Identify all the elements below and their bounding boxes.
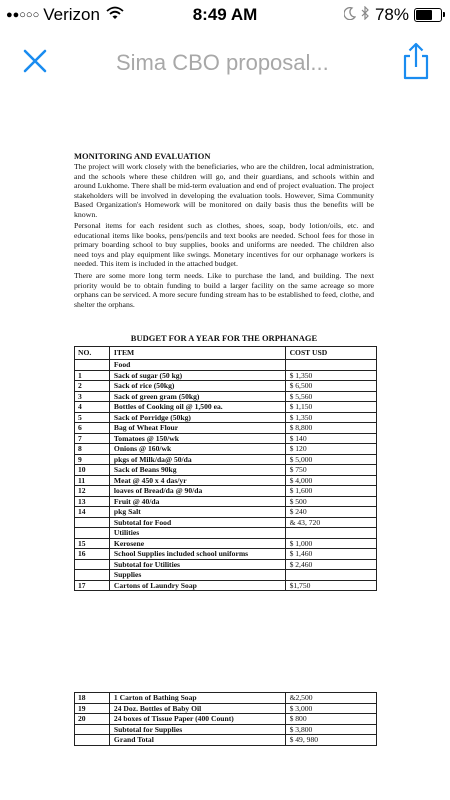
row-item: Sack of Beans 90kg: [109, 465, 285, 476]
row-no: [75, 360, 110, 371]
row-item: Subtotal for Supplies: [109, 724, 285, 735]
row-no: 16: [75, 549, 110, 560]
row-item: Sack of green gram (50kg): [109, 391, 285, 402]
row-no: 9: [75, 454, 110, 465]
table-row: [75, 528, 377, 539]
budget-table-part1: [74, 346, 377, 591]
row-cost: $ 750: [285, 465, 376, 476]
budget-title: BUDGET FOR A YEAR FOR THE ORPHANAGE: [130, 333, 318, 343]
share-button[interactable]: [400, 42, 432, 80]
row-cost: $ 8,800: [285, 423, 376, 434]
table-row: [75, 433, 377, 444]
row-cost: [285, 570, 376, 581]
table-row: [75, 580, 377, 591]
row-cost: $ 1,000: [285, 538, 376, 549]
table-row: [75, 486, 377, 497]
row-item: pkg Salt: [109, 507, 285, 518]
row-item: Tomatoes @ 150/wk: [109, 433, 285, 444]
row-item: Subtotal for Food: [109, 517, 285, 528]
row-cost: & 43, 720: [285, 517, 376, 528]
row-cost: $ 800: [285, 714, 376, 725]
document-title: Sima CBO proposal...: [116, 50, 329, 75]
row-item: Bottles of Cooking oil @ 1,500 ea.: [109, 402, 285, 413]
row-item: Sack of rice (50kg): [109, 381, 285, 392]
signal-strength-icon: ●●○○○: [6, 9, 40, 21]
table-row: [75, 735, 377, 746]
row-cost: $ 1,350: [285, 370, 376, 381]
row-cost: $ 140: [285, 433, 376, 444]
row-cost: $ 120: [285, 444, 376, 455]
row-cost: $ 500: [285, 496, 376, 507]
row-item: Onions @ 160/wk: [109, 444, 285, 455]
close-button[interactable]: [18, 44, 52, 78]
header-no: NO.: [75, 347, 110, 360]
row-cost: $ 2,460: [285, 559, 376, 570]
row-item: pkgs of Milk/da@ 50/da: [109, 454, 285, 465]
row-no: 11: [75, 475, 110, 486]
paragraph-long-term-needs: There are some more long term needs. Like to purchase the land, and building. The next priority would be to obtain funding to build a larger facility on the same acreage so more orphans can be serviced. A more secure funding stream has to be established to feed, clothe, and shelter the orphans.: [74, 271, 374, 309]
row-no: 13: [75, 496, 110, 507]
table-row: [75, 360, 377, 371]
table-row: [75, 538, 377, 549]
row-no: 18: [75, 693, 110, 704]
navigation-bar: [0, 30, 450, 94]
row-item: loaves of Bread/da @ 90/da: [109, 486, 285, 497]
battery-percent: 78%: [374, 5, 409, 24]
row-cost: $ 49, 980: [285, 735, 376, 746]
status-time: 8:49 AM: [192, 5, 258, 24]
row-no: 20: [75, 714, 110, 725]
row-item: Fruit @ 40/da: [109, 496, 285, 507]
row-item: Supplies: [109, 570, 285, 581]
section-heading: MONITORING AND EVALUATION: [74, 151, 211, 161]
bluetooth-icon: [361, 5, 370, 25]
row-cost: $ 3,800: [285, 724, 376, 735]
table-row: [75, 402, 377, 413]
row-cost: $ 4,000: [285, 475, 376, 486]
row-cost: [285, 528, 376, 539]
row-item: Kerosene: [109, 538, 285, 549]
row-cost: &2,500: [285, 693, 376, 704]
row-no: 6: [75, 423, 110, 434]
row-item: Cartons of Laundry Soap: [109, 580, 285, 591]
row-cost: $ 6,500: [285, 381, 376, 392]
table-row: [75, 381, 377, 392]
row-no: 19: [75, 703, 110, 714]
row-cost: [285, 360, 376, 371]
row-no: 8: [75, 444, 110, 455]
table-row: [75, 693, 377, 704]
row-item: Sack of Porridge (50kg): [109, 412, 285, 423]
carrier-name: Verizon: [43, 5, 100, 24]
paragraph-monitoring: The project will work closely with the beneficiaries, who are the children, local administration, and the schools where these children will go, and their guardians, and schools within and around Lukhome. There shall be mid-term evaluation and end of project evaluation. The project stakeholders will be involved in developing the evaluation tools. However, Sima Community Based Organization's Homework will be monitored on daily basis thus the benefits will be known.: [74, 162, 374, 219]
row-cost: $ 5,560: [285, 391, 376, 402]
row-no: 5: [75, 412, 110, 423]
close-icon: [18, 44, 52, 78]
row-cost: $ 5,000: [285, 454, 376, 465]
table-row: [75, 454, 377, 465]
row-no: 17: [75, 580, 110, 591]
document-page[interactable]: [0, 96, 450, 800]
table-row: [75, 496, 377, 507]
row-cost: $ 3,000: [285, 703, 376, 714]
row-no: 4: [75, 402, 110, 413]
budget-table-part2: [74, 692, 377, 746]
row-item: 1 Carton of Bathing Soap: [109, 693, 285, 704]
row-item: 24 boxes of Tissue Paper (400 Count): [109, 714, 285, 725]
row-no: [75, 570, 110, 581]
table-header-row: [75, 347, 377, 360]
table-row: [75, 507, 377, 518]
header-cost: COST USD: [285, 347, 376, 360]
table-row: [75, 549, 377, 560]
battery-icon: [414, 8, 442, 22]
row-item: Meat @ 450 x 4 das/yr: [109, 475, 285, 486]
table-row: [75, 724, 377, 735]
row-cost: $ 240: [285, 507, 376, 518]
row-item: Subtotal for Utilities: [109, 559, 285, 570]
status-right: [344, 5, 442, 25]
row-no: [75, 735, 110, 746]
row-cost: $ 1,460: [285, 549, 376, 560]
header-item: ITEM: [109, 347, 285, 360]
row-no: 1: [75, 370, 110, 381]
row-no: 15: [75, 538, 110, 549]
row-item: Bag of Wheat Flour: [109, 423, 285, 434]
row-no: 2: [75, 381, 110, 392]
table-row: [75, 570, 377, 581]
table-row: [75, 412, 377, 423]
row-no: 14: [75, 507, 110, 518]
row-item: Grand Total: [109, 735, 285, 746]
table-row: [75, 703, 377, 714]
row-item: 24 Doz. Bottles of Baby Oil: [109, 703, 285, 714]
table-row: [75, 517, 377, 528]
row-cost: $ 1,150: [285, 402, 376, 413]
row-item: Food: [109, 360, 285, 371]
row-cost: $ 1,600: [285, 486, 376, 497]
row-cost: $ 1,350: [285, 412, 376, 423]
table-row: [75, 444, 377, 455]
row-no: 12: [75, 486, 110, 497]
share-icon: [400, 42, 432, 80]
row-item: Utilities: [109, 528, 285, 539]
table-row: [75, 465, 377, 476]
row-no: [75, 559, 110, 570]
paragraph-personal-items: Personal items for each resident such as clothes, shoes, soap, body lotion/oils, etc. and educational items like books, pens/pencils and text books are needed. School fees for those in primary boarding school to buy supplies, books and uniforms are needed. The children also need toys and play equipment like swings. Monetary incentives for our orphanage workers is needed. This item is included in the attached budget.: [74, 221, 374, 269]
table-row: [75, 391, 377, 402]
moon-icon: [344, 5, 356, 25]
battery-level: [416, 10, 432, 20]
row-no: 3: [75, 391, 110, 402]
table-row: [75, 559, 377, 570]
table-row: [75, 423, 377, 434]
status-bar: [0, 0, 450, 30]
row-item: School Supplies included school uniforms: [109, 549, 285, 560]
table-row: [75, 475, 377, 486]
battery-cap: [443, 12, 445, 17]
row-no: 10: [75, 465, 110, 476]
row-no: 7: [75, 433, 110, 444]
table-row: [75, 370, 377, 381]
row-item: Sack of sugar (50 kg): [109, 370, 285, 381]
row-no: [75, 724, 110, 735]
row-no: [75, 528, 110, 539]
table-row: [75, 714, 377, 725]
row-cost: $1,750: [285, 580, 376, 591]
row-no: [75, 517, 110, 528]
